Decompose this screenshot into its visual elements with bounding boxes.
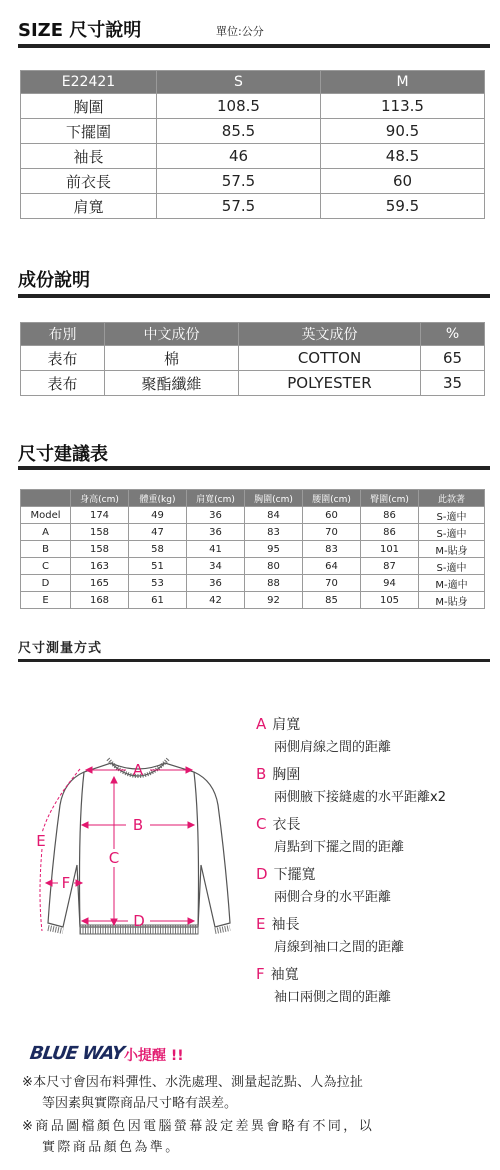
table-cell: 51 xyxy=(129,558,187,575)
table-cell: 61 xyxy=(129,592,187,609)
table-cell: POLYESTER xyxy=(239,371,421,396)
legend-desc: 肩點到下擺之間的距離 xyxy=(274,840,405,855)
column-header: 臀圍(cm) xyxy=(361,490,419,507)
size-title: SIZE 尺寸說明 xyxy=(18,20,142,41)
legend-heading xyxy=(256,914,446,934)
brand-logo: BLUE WAY xyxy=(28,1043,125,1064)
table-cell: 36 xyxy=(187,507,245,524)
diagram-label-b: B xyxy=(132,816,144,834)
section-rule xyxy=(18,294,490,298)
composition-table xyxy=(20,322,485,396)
table-cell: 41 xyxy=(187,541,245,558)
table-cell: 85.5 xyxy=(157,119,321,144)
legend-desc: 兩側合身的水平距離 xyxy=(274,890,392,905)
size-row xyxy=(21,94,485,119)
measure-title: 尺寸測量方式 xyxy=(18,641,103,656)
table-cell: 表布 xyxy=(21,346,105,371)
table-cell: 60 xyxy=(321,169,485,194)
column-header: 腰圍(cm) xyxy=(303,490,361,507)
table-cell: 34 xyxy=(187,558,245,575)
table-cell: 袖長 xyxy=(21,144,157,169)
table-cell: D xyxy=(21,575,71,592)
legend-name: 袖長 xyxy=(271,917,300,933)
column-header: 布別 xyxy=(21,323,105,346)
table-cell: 49 xyxy=(129,507,187,524)
table-cell: 158 xyxy=(71,541,129,558)
composition-title: 成份說明 xyxy=(18,270,90,291)
suggestion-row xyxy=(21,592,485,609)
table-cell: B xyxy=(21,541,71,558)
size-row xyxy=(21,119,485,144)
table-cell: 46 xyxy=(157,144,321,169)
table-cell: 64 xyxy=(303,558,361,575)
measure-legend xyxy=(256,714,446,1014)
legend-desc: 肩線到袖口之間的距離 xyxy=(274,940,405,955)
table-cell: 83 xyxy=(303,541,361,558)
table-cell: 85 xyxy=(303,592,361,609)
section-rule xyxy=(18,44,490,48)
table-cell: 84 xyxy=(245,507,303,524)
legend-letter: F xyxy=(256,965,265,983)
table-cell: 174 xyxy=(71,507,129,524)
legend-letter: D xyxy=(256,865,268,883)
legend-item xyxy=(256,914,446,964)
legend-name: 肩寬 xyxy=(272,717,301,733)
column-header: 英文成份 xyxy=(239,323,421,346)
table-cell: 36 xyxy=(187,524,245,541)
size-row xyxy=(21,169,485,194)
table-cell: 59.5 xyxy=(321,194,485,219)
table-cell: 88 xyxy=(245,575,303,592)
legend-item xyxy=(256,814,446,864)
table-cell: S-適中 xyxy=(419,507,485,524)
legend-heading xyxy=(256,714,446,734)
table-cell: 83 xyxy=(245,524,303,541)
table-cell: 165 xyxy=(71,575,129,592)
table-cell: 棉 xyxy=(105,346,239,371)
table-cell: E xyxy=(21,592,71,609)
table-cell: 36 xyxy=(187,575,245,592)
column-header: 身高(cm) xyxy=(71,490,129,507)
legend-heading xyxy=(256,764,446,784)
table-cell: 168 xyxy=(71,592,129,609)
size-row xyxy=(21,194,485,219)
legend-name: 袖寬 xyxy=(270,967,299,983)
size-table xyxy=(20,70,485,219)
table-cell: S-適中 xyxy=(419,558,485,575)
table-cell: 158 xyxy=(71,524,129,541)
table-cell: 42 xyxy=(187,592,245,609)
table-cell: 表布 xyxy=(21,371,105,396)
column-header: 中文成份 xyxy=(105,323,239,346)
legend-letter: A xyxy=(256,715,267,733)
column-header: 肩寬(cm) xyxy=(187,490,245,507)
table-cell: M-貼身 xyxy=(419,541,485,558)
size-row xyxy=(21,144,485,169)
legend-desc: 兩側腋下接縫處的水平距離x2 xyxy=(274,790,446,805)
table-cell: 94 xyxy=(361,575,419,592)
legend-desc: 兩側肩線之間的距離 xyxy=(274,740,392,755)
column-header: 體重(kg) xyxy=(129,490,187,507)
table-cell: 58 xyxy=(129,541,187,558)
legend-letter: C xyxy=(256,815,267,833)
composition-row xyxy=(21,346,485,371)
legend-name: 衣長 xyxy=(272,817,301,833)
legend-desc: 袖口兩側之間的距離 xyxy=(274,990,392,1005)
table-cell: 47 xyxy=(129,524,187,541)
column-header: % xyxy=(421,323,485,346)
table-cell: 113.5 xyxy=(321,94,485,119)
column-header: S xyxy=(157,71,321,94)
suggestion-title: 尺寸建議表 xyxy=(18,444,108,465)
table-cell: 70 xyxy=(303,575,361,592)
diagram-label-c: C xyxy=(108,849,120,867)
table-cell: 105 xyxy=(361,592,419,609)
column-header: 此款著 xyxy=(419,490,485,507)
legend-item xyxy=(256,964,446,1014)
diagram-label-a: A xyxy=(132,761,144,779)
table-cell: S-適中 xyxy=(419,524,485,541)
legend-name: 下擺寬 xyxy=(273,867,316,883)
legend-item xyxy=(256,714,446,764)
table-cell: 下擺圍 xyxy=(21,119,157,144)
section-rule xyxy=(18,659,490,662)
table-cell: 35 xyxy=(421,371,485,396)
remark-1: ※本尺寸會因布料彈性、水洗處理、測量起訖點、人為拉扯 等因素與實際商品尺寸略有誤差。 xyxy=(22,1075,364,1111)
section-rule xyxy=(18,466,490,470)
legend-heading xyxy=(256,814,446,834)
table-cell: COTTON xyxy=(239,346,421,371)
diagram-label-f: F xyxy=(61,874,71,892)
column-header: E22421 xyxy=(21,71,157,94)
table-cell: 65 xyxy=(421,346,485,371)
table-cell: 90.5 xyxy=(321,119,485,144)
table-cell: 53 xyxy=(129,575,187,592)
unit-label: 單位:公分 xyxy=(216,25,264,38)
sweater-diagram xyxy=(28,745,248,950)
suggestion-row xyxy=(21,507,485,524)
table-cell: 胸圍 xyxy=(21,94,157,119)
reminder-title: 小提醒 !! xyxy=(124,1048,184,1064)
legend-item xyxy=(256,764,446,814)
legend-letter: B xyxy=(256,765,267,783)
legend-letter: E xyxy=(256,915,266,933)
table-cell: 57.5 xyxy=(157,169,321,194)
suggestion-row xyxy=(21,575,485,592)
table-cell: 86 xyxy=(361,524,419,541)
table-cell: 86 xyxy=(361,507,419,524)
table-cell: M-適中 xyxy=(419,575,485,592)
table-cell: 163 xyxy=(71,558,129,575)
suggestion-row xyxy=(21,524,485,541)
table-cell: 57.5 xyxy=(157,194,321,219)
table-cell: Model xyxy=(21,507,71,524)
table-cell: 95 xyxy=(245,541,303,558)
table-cell: 87 xyxy=(361,558,419,575)
composition-row xyxy=(21,371,485,396)
table-cell: 101 xyxy=(361,541,419,558)
column-header: 胸圍(cm) xyxy=(245,490,303,507)
table-cell: C xyxy=(21,558,71,575)
suggestion-row xyxy=(21,558,485,575)
legend-heading xyxy=(256,864,446,884)
column-header xyxy=(21,490,71,507)
diagram-label-e: E xyxy=(36,832,46,850)
table-cell: 92 xyxy=(245,592,303,609)
column-header: M xyxy=(321,71,485,94)
remark-2: ※商品圖檔顏色因電腦螢幕設定差異會略有不同，以 實際商品顏色為準。 xyxy=(22,1119,375,1155)
table-cell: 80 xyxy=(245,558,303,575)
legend-item xyxy=(256,864,446,914)
table-cell: 肩寬 xyxy=(21,194,157,219)
diagram-label-d: D xyxy=(133,912,145,930)
table-cell: 60 xyxy=(303,507,361,524)
table-cell: A xyxy=(21,524,71,541)
table-cell: 聚酯纖維 xyxy=(105,371,239,396)
suggestion-row xyxy=(21,541,485,558)
table-cell: 108.5 xyxy=(157,94,321,119)
table-cell: M-貼身 xyxy=(419,592,485,609)
suggestion-table xyxy=(20,489,485,609)
table-cell: 48.5 xyxy=(321,144,485,169)
table-cell: 70 xyxy=(303,524,361,541)
legend-heading xyxy=(256,964,446,984)
table-cell: 前衣長 xyxy=(21,169,157,194)
legend-name: 胸圍 xyxy=(272,767,301,783)
